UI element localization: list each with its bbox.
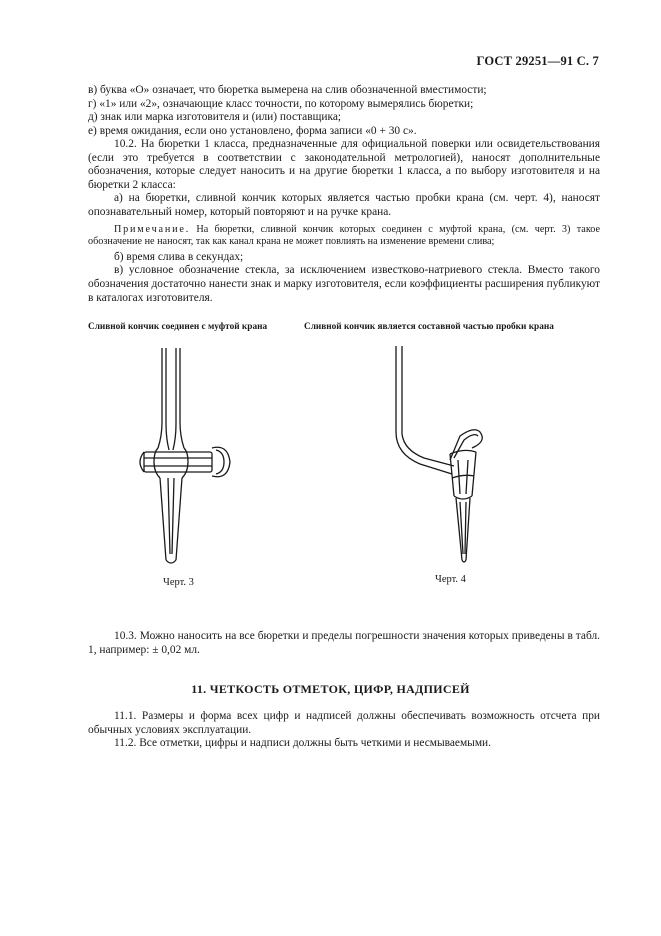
paragraph-10-2: 10.2. На бюретки 1 класса, предназначенные для официальной поверки или освидетельствования (если это требуется в соответствии с законодательной метрологией), наносят дополнительные обозначения, которые следует наносить и на другие бюретки 1 класса, а по выбору изготовителя и на бюретки 2 класса: [88, 138, 600, 191]
list-item: в) буква «О» означает, что бюретка вымерена на слив обозначенной вместимости; [88, 84, 487, 96]
figure-4-burette-drawing [380, 336, 510, 570]
figure-4-label: Черт. 4 [435, 574, 466, 585]
figure-3-label: Черт. 3 [163, 577, 194, 588]
section-11-body [88, 710, 600, 751]
section-11-title: 11. ЧЕТКОСТЬ ОТМЕТОК, ЦИФР, НАДПИСЕЙ [191, 682, 470, 696]
paragraph-10-3-block [88, 630, 600, 657]
figure-3-caption: Сливной кончик соединен с муфтой крана [88, 322, 268, 332]
note [88, 224, 600, 249]
item-v: в) условное обозначение стекла, за исключением известково-натриевого стекла. Вместо такого обозначения достаточно нанести знак и марку изготовителя, если коэффициенты расширения публикуют в каталогах изготовителя. [88, 264, 600, 304]
page-header: ГОСТ 29251—91 С. 7 [476, 54, 599, 68]
note-label: Примечание. [114, 223, 191, 235]
item-a: а) на бюретки, сливной кончик которых является частью пробки крана (см. черт. 4), наносят опознавательный номер, который повторяют и на ручке крана. [88, 192, 600, 218]
figure-3-burette-drawing [120, 340, 250, 570]
list-item: е) время ожидания, если оно установлено, форма записи «0 + 30 с». [88, 124, 417, 137]
list-item: д) знак или марка изготовителя и (или) поставщика; [88, 111, 342, 124]
list-item: г) «1» или «2», означающие класс точности, по которому вымерялись бюретки; [88, 97, 474, 110]
item-b: б) время слива в секундах; [114, 250, 244, 263]
list-top [88, 84, 600, 138]
paragraph-11-1: 11.1. Размеры и форма всех цифр и надписей должны обеспечивать возможность отсчета при обычных условиях эксплуатации. [88, 710, 600, 736]
note-text: На бюретки, сливной кончик которых соединен с муфтой крана, (см. черт. 3) такое обозначение не наносят, так как канал крана не может повлиять на изменение времени слива; [88, 223, 600, 248]
paragraph-10-2-block [88, 138, 600, 305]
paragraph-11-2: 11.2. Все отметки, цифры и надписи должны быть четкими и несмываемыми. [114, 737, 491, 750]
figure-4-caption: Сливной кончик является составной частью пробки крана [304, 322, 554, 332]
paragraph-10-3: 10.3. Можно наносить на все бюретки и пределы погрешности значения которых приведены в табл. 1, например: ± 0,02 мл. [88, 630, 600, 656]
